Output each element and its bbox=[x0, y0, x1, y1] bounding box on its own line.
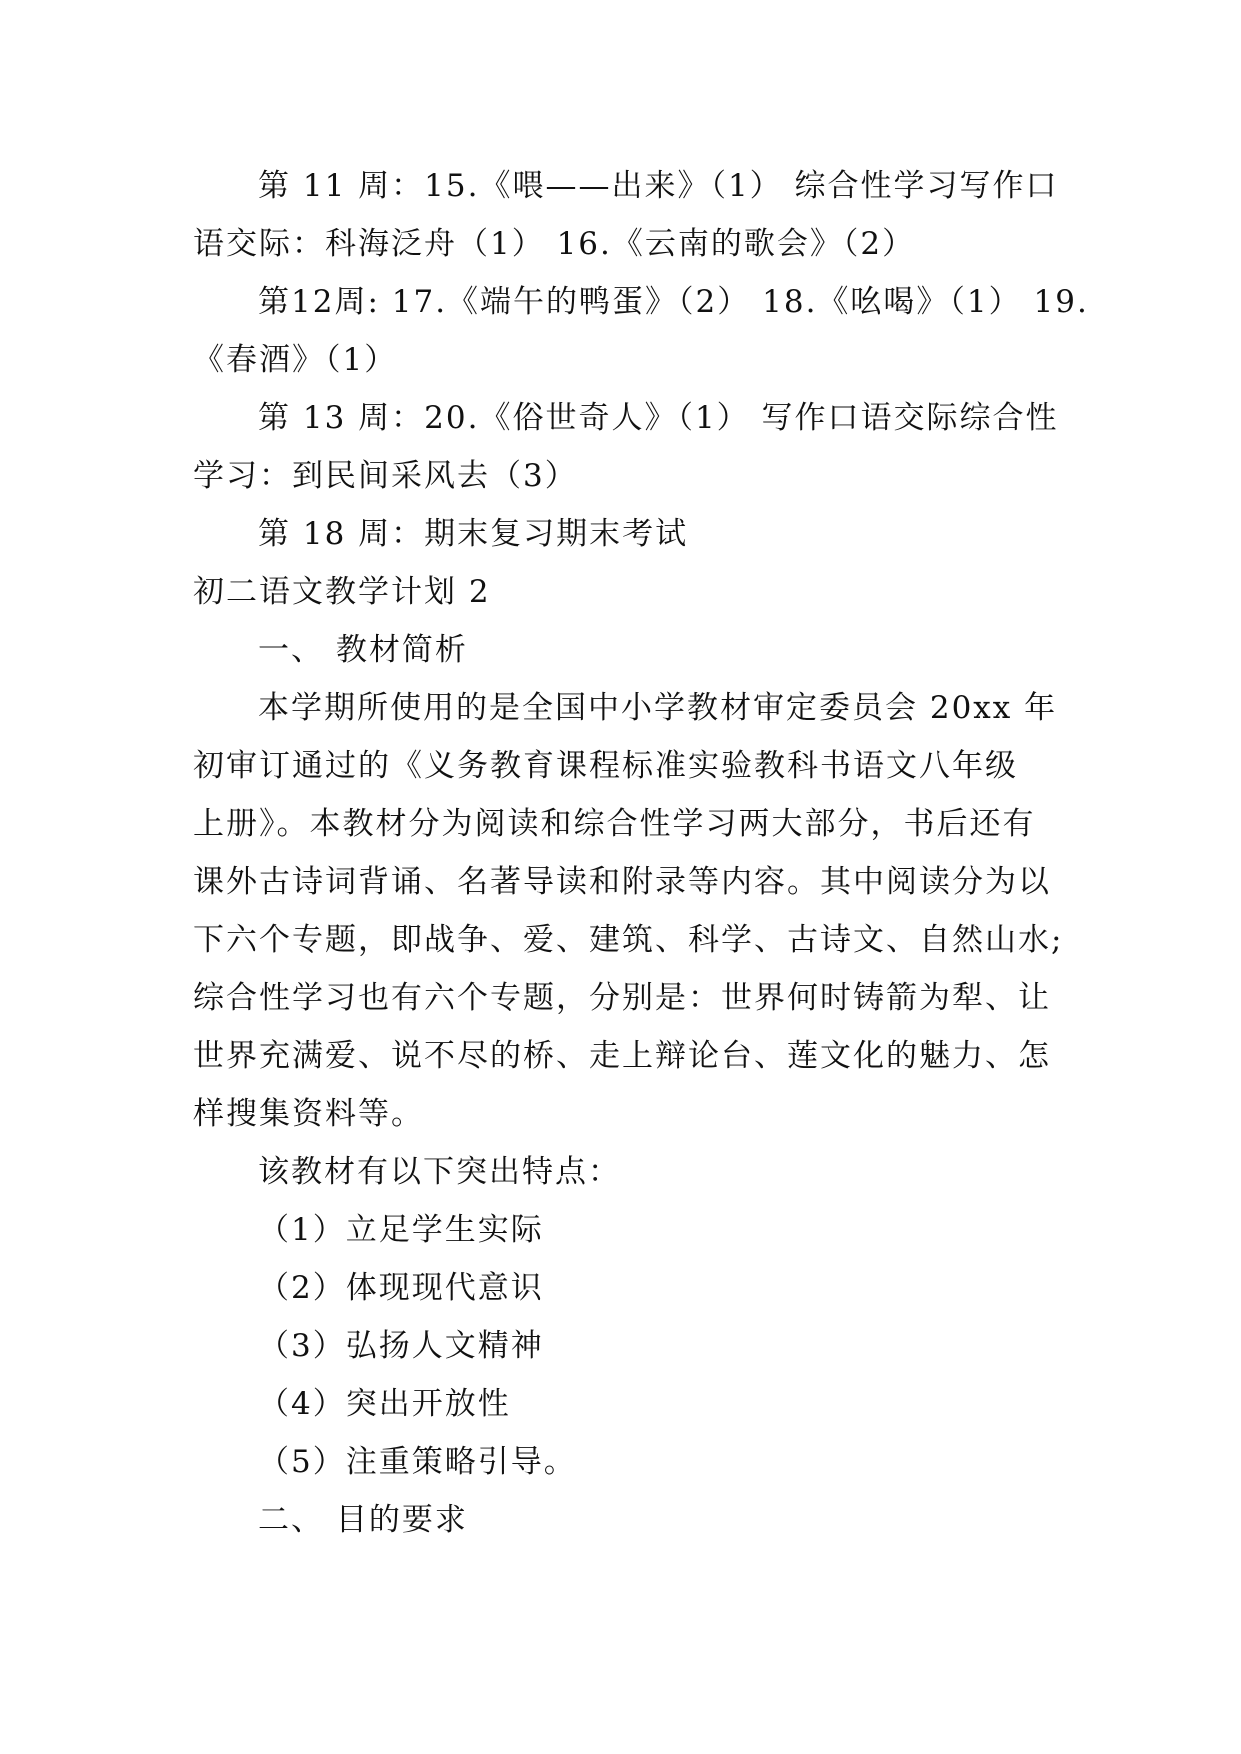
section-heading-1: 一、 教材简析 bbox=[258, 632, 468, 668]
section-heading-2: 二、 目的要求 bbox=[258, 1502, 468, 1538]
paragraph-line: 本学期所使用的是全国中小学教材审定委员会 20xx 年 bbox=[258, 690, 1058, 726]
paragraph-line: 下六个专题，即战争、爱、建筑、科学、古诗文、自然山水; bbox=[193, 922, 1064, 958]
week-18-schedule: 第 18 周：期末复习期末考试 bbox=[258, 516, 689, 552]
paragraph-line: 初审订通过的《义务教育课程标准实验教科书语文八年级 bbox=[193, 748, 1018, 784]
feature-item: （4）突出开放性 bbox=[258, 1386, 511, 1422]
document-title: 初二语文教学计划 2 bbox=[193, 574, 491, 610]
paragraph-line: 课外古诗词背诵、名著导读和附录等内容。其中阅读分为以 bbox=[193, 864, 1051, 900]
feature-item: （5）注重策略引导。 bbox=[258, 1444, 577, 1480]
paragraph-line: 世界充满爱、说不尽的桥、走上辩论台、莲文化的魅力、怎 bbox=[193, 1038, 1051, 1074]
paragraph-line: 综合性学习也有六个专题，分别是：世界何时铸箭为犁、让 bbox=[193, 980, 1051, 1016]
feature-item: （3）弘扬人文精神 bbox=[258, 1328, 544, 1364]
week-12-schedule: 第12周: 17.《端午的鸭蛋》（2） 18.《吆喝》（1） 19. bbox=[258, 284, 1089, 320]
week-13-schedule: 第 13 周：20.《俗世奇人》（1） 写作口语交际综合性 bbox=[258, 400, 1059, 436]
paragraph-line: 上册》。本教材分为阅读和综合性学习两大部分，书后还有 bbox=[193, 806, 1036, 842]
week-11-schedule-cont: 语交际：科海泛舟（1） 16.《云南的歌会》（2） bbox=[193, 226, 916, 262]
feature-item: （1）立足学生实际 bbox=[258, 1212, 544, 1248]
week-12-schedule-cont: 《春酒》（1） bbox=[193, 342, 398, 378]
features-intro: 该教材有以下突出特点： bbox=[258, 1154, 621, 1190]
week-11-schedule: 第 11 周：15.《喂——出来》（1） 综合性学习写作口 bbox=[258, 168, 1059, 204]
feature-item: （2）体现现代意识 bbox=[258, 1270, 544, 1306]
week-13-schedule-cont: 学习：到民间采风去（3） bbox=[193, 458, 578, 494]
paragraph-line: 样搜集资料等。 bbox=[193, 1096, 424, 1132]
